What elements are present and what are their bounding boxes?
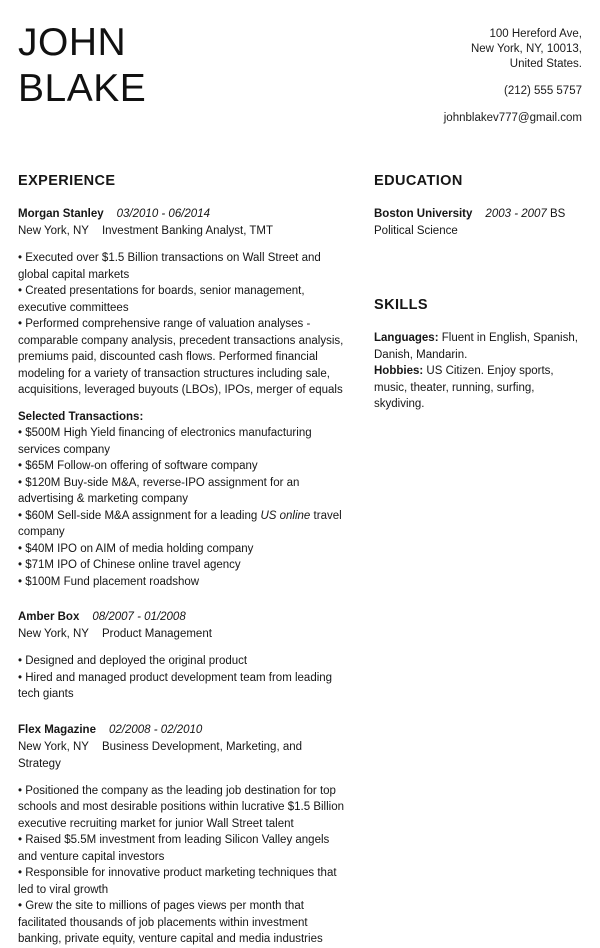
phone-number: (212) 555 5757 — [503, 85, 582, 97]
candidate-first-name: JOHN — [18, 21, 127, 64]
bullet-text-post: travel company — [18, 509, 342, 538]
job-location: New York, NY — [18, 740, 89, 753]
job-company: Flex Magazine — [18, 723, 96, 736]
bullet-item: • Positioned the company as the leading job destination for top schools and most desirable positions within lucrative $1.5 Billion executive recruiting market for junior Wall Street talent — [18, 784, 345, 830]
hobbies-label: Hobbies: — [374, 365, 424, 377]
job-bullets — [18, 783, 348, 948]
languages-text: Fluent in English, Spanish, Danish, Mandarin. — [374, 332, 578, 361]
selected-transactions-bullets — [18, 425, 348, 590]
job-role: Product Management — [101, 628, 212, 640]
job-entry-morgan-stanley — [18, 206, 348, 590]
column-gap — [348, 173, 374, 948]
bullet-item: • $100M Fund placement roadshow — [18, 575, 200, 588]
job-location-line — [18, 223, 348, 240]
education-entry — [374, 206, 582, 240]
bullet-item: • Raised $5.5M investment from leading Silicon Valley angels and venture capital investors — [18, 834, 330, 863]
job-bullets — [18, 250, 348, 399]
job-entry-flex-magazine — [18, 722, 348, 948]
candidate-name — [18, 20, 146, 112]
bullet-item — [18, 508, 348, 541]
bullet-item: • $40M IPO on AIM of media holding company — [18, 542, 254, 555]
bullet-item: • $71M IPO of Chinese online travel agency — [18, 559, 241, 571]
email-address: johnblakev777@gmail.com — [443, 112, 582, 124]
bullet-text-pre: • $60M Sell-side M&A assignment for a leading — [18, 509, 261, 522]
job-title-line — [18, 206, 348, 223]
candidate-last-name: BLAKE — [18, 67, 147, 110]
job-role: Investment Banking Analyst, TMT — [101, 225, 274, 237]
job-company: Amber Box — [18, 611, 80, 623]
address-line-3: United States. — [509, 58, 582, 70]
address-line-1: 100 Hereford Ave, — [489, 28, 582, 40]
body-columns — [18, 173, 582, 948]
job-title-line — [18, 609, 348, 626]
skills-section — [374, 297, 582, 413]
bullet-item: • Grew the site to millions of pages views per month that facilitated thousands of job placements within investment banking, private equity, venture capital and media industries — [18, 900, 323, 945]
bullet-item: • Hired and managed product development team from leading tech giants — [18, 671, 333, 700]
education-school: Boston University — [374, 208, 473, 220]
bullet-item: • $120M Buy-side M&A, reverse-IPO assignment for an advertising & marketing company — [18, 476, 300, 505]
job-title-line — [18, 722, 348, 739]
bullet-item: • Designed and deployed the original product — [18, 655, 248, 667]
skills-heading: SKILLS — [374, 297, 428, 313]
education-degree: BS Political Science — [374, 208, 566, 237]
contact-block — [444, 20, 582, 126]
job-dates: 02/2008 - 02/2010 — [108, 723, 203, 736]
hobbies-text: US Citizen. Enjoy sports, music, theater, running, surfing, skydiving. — [374, 365, 554, 410]
experience-column — [18, 173, 348, 948]
job-company: Morgan Stanley — [18, 208, 104, 220]
job-location-line — [18, 739, 348, 773]
job-role: Business Development, Marketing, and Strategy — [18, 740, 303, 770]
hobbies-line — [374, 363, 582, 413]
header — [18, 20, 582, 126]
bullet-item: • Executed over $1.5 Billion transactions on Wall Street and global capital markets — [18, 252, 321, 281]
education-dates: 2003 - 2007 — [485, 208, 547, 220]
job-location-line — [18, 626, 348, 643]
bullet-item: • $500M High Yield financing of electronics manufacturing services company — [18, 427, 312, 456]
languages-line — [374, 330, 582, 363]
experience-heading: EXPERIENCE — [18, 173, 116, 189]
bullet-item: • Created presentations for boards, senior management, executive committees — [18, 285, 305, 314]
contact-spacer — [444, 72, 582, 84]
address-line-2: New York, NY, 10013, — [470, 43, 582, 55]
bullet-item: • $65M Follow-on offering of software company — [18, 460, 258, 472]
job-location: New York, NY — [18, 225, 89, 237]
job-dates: 08/2007 - 01/2008 — [92, 611, 186, 623]
contact-spacer — [444, 99, 582, 111]
bullet-item: • Responsible for innovative product marketing techniques that led to viral growth — [18, 867, 337, 896]
languages-label: Languages: — [374, 332, 439, 344]
job-location: New York, NY — [18, 628, 89, 640]
selected-transactions-heading: Selected Transactions: — [18, 410, 144, 423]
sidebar-column — [374, 173, 582, 948]
bullet-item: • Performed comprehensive range of valuation analyses - comparable company analysis, precedent transactions analysis, premiums paid, discounted cash flows. Performed financial modeling for a variety of transaction structures including sale, acquisitions, leveraged buyouts (LBOs), IPOs, merger of equals — [18, 318, 344, 396]
job-dates: 03/2010 - 06/2014 — [116, 208, 210, 220]
job-entry-amber-box — [18, 609, 348, 703]
job-bullets — [18, 653, 348, 703]
bullet-text-italic: US online — [260, 509, 311, 522]
education-heading: EDUCATION — [374, 173, 463, 189]
